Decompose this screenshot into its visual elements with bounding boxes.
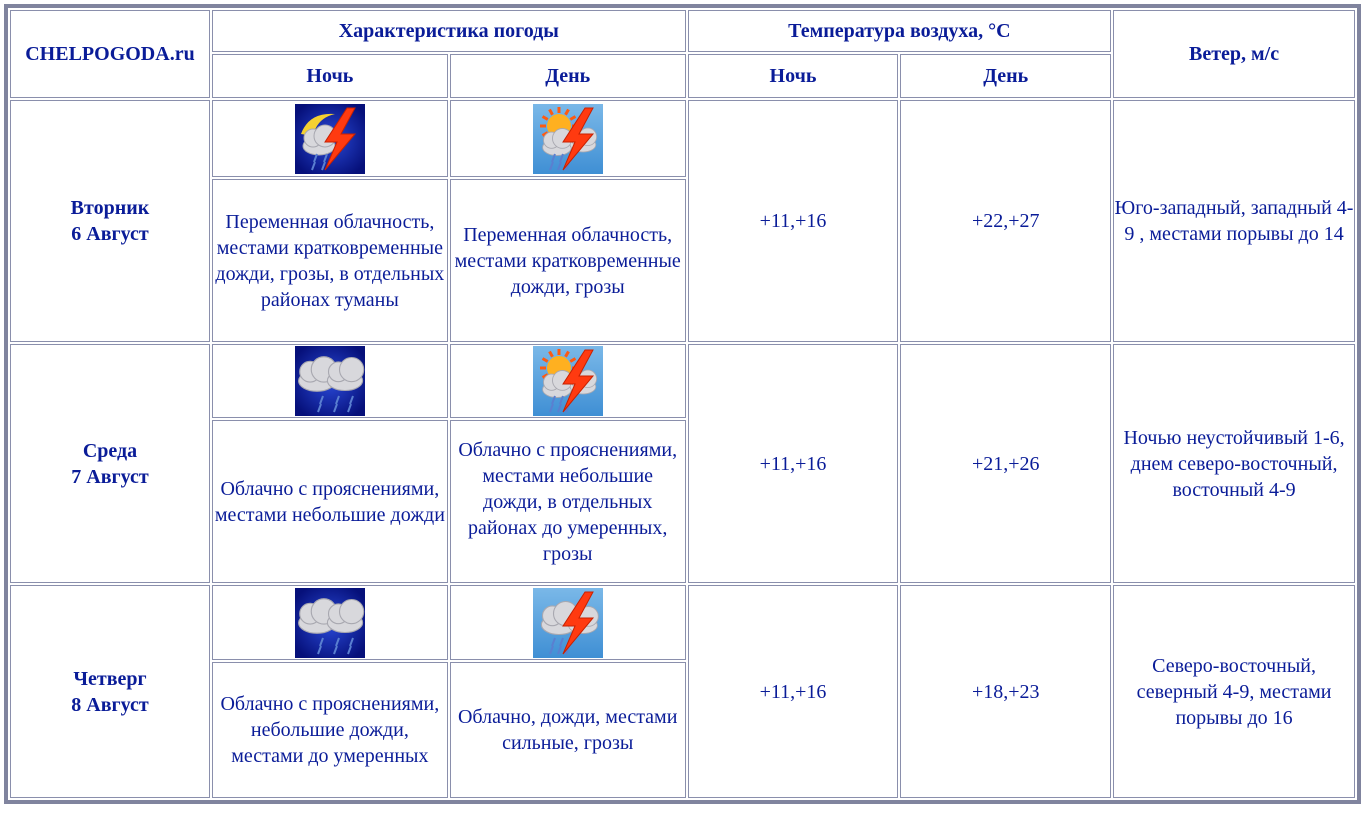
forecast-row — [10, 585, 1355, 660]
site-logo: CHELPOGODA.ru — [10, 10, 210, 98]
wind-header: Ветер, м/с — [1113, 10, 1355, 98]
night-description: Облачно с прояснениями, местами небольшие дожди — [212, 420, 448, 583]
temp-day: +21,+26 — [900, 344, 1111, 583]
night-partly-cloudy-thunderstorm-icon — [295, 104, 365, 174]
date: 6 Август — [71, 223, 149, 245]
day-description: Облачно, дожди, местами сильные, грозы — [450, 662, 686, 798]
date-cell — [10, 344, 210, 583]
night-icon-cell — [212, 100, 448, 177]
temp-day: +18,+23 — [900, 585, 1111, 798]
night-icon-cell — [212, 344, 448, 418]
temperature-header: Температура воздуха, °C — [688, 10, 1112, 52]
night-description: Переменная облачность, местами кратковременные дожди, грозы, в отдельных районах туманы — [212, 179, 448, 342]
night-icon-cell — [212, 585, 448, 660]
temp-day-header: День — [900, 54, 1111, 98]
night-description: Облачно с прояснениями, небольшие дожди, местами до умеренных — [212, 662, 448, 798]
forecast-row — [10, 344, 1355, 418]
day-partly-cloudy-thunderstorm-icon — [533, 346, 603, 416]
wind: Ночью неустойчивый 1-6, днем северо-восточный, восточный 4-9 — [1113, 344, 1355, 583]
weekday: Четверг — [73, 667, 147, 690]
temp-night-header: Ночь — [688, 54, 899, 98]
day-partly-cloudy-thunderstorm-icon — [533, 104, 603, 174]
day-description: Облачно с прояснениями, местами небольшие дожди, в отдельных районах до умеренных, грозы — [450, 420, 686, 583]
night-cloudy-rain-icon — [295, 346, 365, 416]
night-cloudy-rain-icon — [295, 588, 365, 658]
forecast-row — [10, 100, 1355, 177]
wind: Юго-западный, западный 4-9 , местами порывы до 14 — [1113, 100, 1355, 342]
date: 8 Август — [71, 693, 149, 716]
weather-night-header: Ночь — [212, 54, 448, 98]
weekday: Вторник — [70, 197, 150, 219]
date-cell — [10, 100, 210, 342]
day-cloudy-thunderstorm-icon — [533, 588, 603, 658]
day-icon-cell — [450, 344, 686, 418]
date: 7 Август — [71, 465, 149, 488]
temp-night: +11,+16 — [688, 100, 899, 342]
weather-day-header: День — [450, 54, 686, 98]
day-description: Переменная облачность, местами кратковременные дожди, грозы — [450, 179, 686, 342]
day-icon-cell — [450, 585, 686, 660]
temp-night: +11,+16 — [688, 585, 899, 798]
temp-night: +11,+16 — [688, 344, 899, 583]
weather-forecast-table — [4, 4, 1361, 804]
date-cell — [10, 585, 210, 798]
weather-header: Характеристика погоды — [212, 10, 686, 52]
temp-day: +22,+27 — [900, 100, 1111, 342]
wind: Северо-восточный, северный 4-9, местами порывы до 16 — [1113, 585, 1355, 798]
weekday: Среда — [82, 439, 138, 462]
day-icon-cell — [450, 100, 686, 177]
